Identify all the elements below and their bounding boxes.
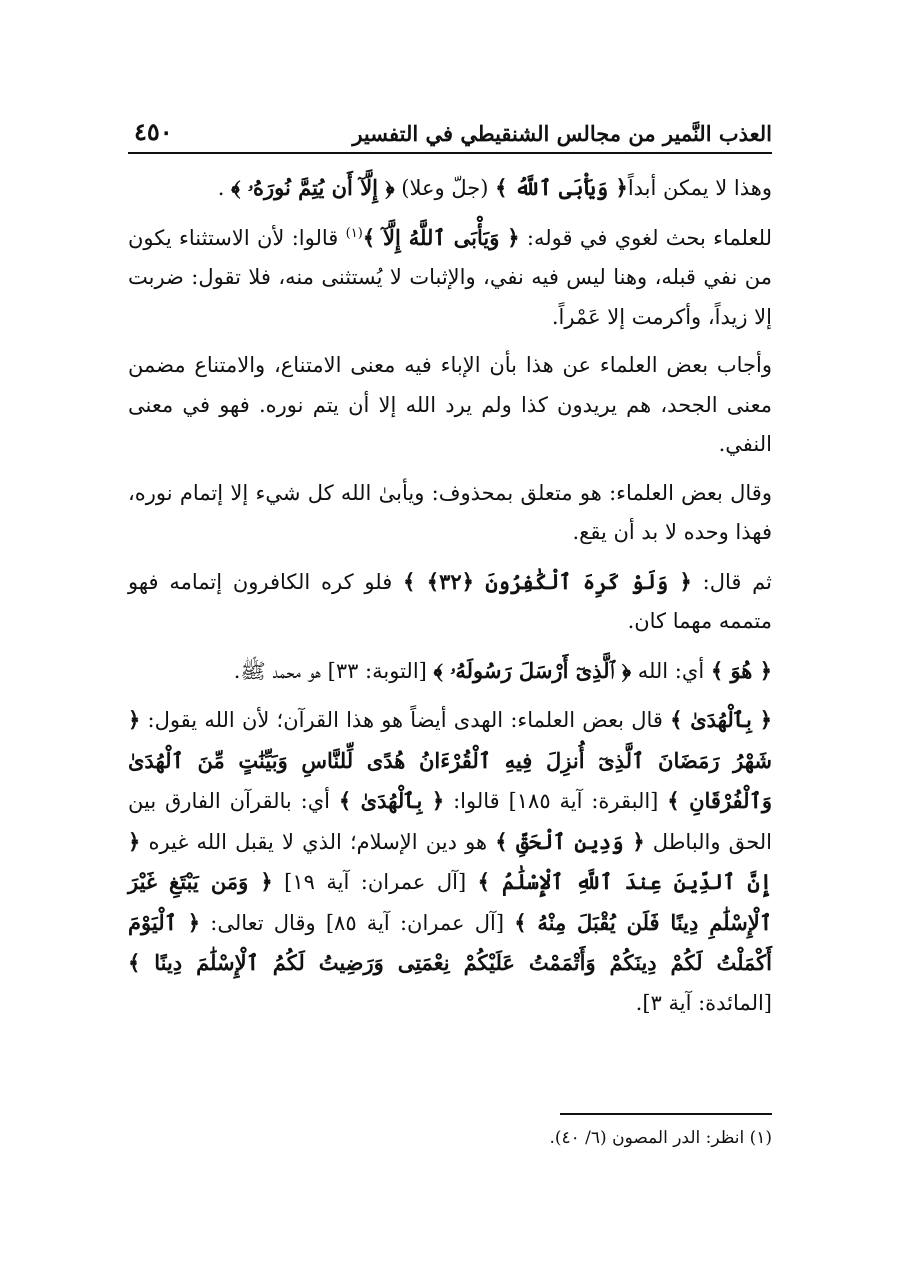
footnote-marker: (١) <box>345 225 363 241</box>
quran-quote: ﴿ ٱلْيَوْمَ أَكْمَلْتُ لَكُمْ دِينَكُمْ وَأَتْمَمْتُ عَلَيْكُمْ نِعْمَتِى وَرَضِيتُ لَكُمُ ٱلْإِسْلَٰمَ دِينًا ﴾ <box>128 909 772 975</box>
quran-quote: ﴿ بِٱلْهُدَىٰ ﴾ <box>338 788 445 813</box>
quran-quote: ﴿ إِلَّآ أَن يُتِمَّ نُورَهُۥ ﴾ <box>231 175 395 200</box>
text: ثم قال: <box>691 569 773 594</box>
paragraph-7 <box>128 700 772 1023</box>
quran-quote: ﴿ وَمَن يَبْتَغِ غَيْرَ ٱلْإِسْلَٰمِ دِينًا فَلَن يُقْبَلَ مِنْهُ ﴾ <box>128 869 772 935</box>
paragraph-4: وقال بعض العلماء: هو متعلق بمحذوف: ويأبىٰ الله كل شيء إلا إتمام نوره، فهذا وحده لا بد أن يقع. <box>128 480 772 544</box>
text: أي: بالقرآن الفارق بين الحق والباطل <box>128 789 772 854</box>
quran-quote: ﴿ وَدِينِ ٱلْحَقِّ ﴾ <box>495 828 645 854</box>
paragraph-3: وأجاب بعض العلماء عن هذا بأن الإباء فيه معنى الامتناع، والامتناع مضمن معنى الجحد، هم يريدون كذا ولم يرد الله إلا أن يتم نوره. فهو في معنى النفي. <box>128 353 772 456</box>
quran-quote: ﴿ وَلَوْ كَرِهَ ٱلْكَٰفِرُونَ ﴿٣٢﴾ ﴾ <box>403 568 692 594</box>
text: للعلماء بحث لغوي في قوله: <box>519 225 772 250</box>
paragraph-5 <box>128 562 772 642</box>
text: أي: الله <box>631 658 711 683</box>
text: وهذا لا يمكن أبداً <box>627 176 772 200</box>
quran-quote: ﴿ شَهْرُ رَمَضَانَ ٱلَّذِىٓ أُنزِلَ فِيهِ ٱلْقُرْءَانُ هُدًى لِّلنَّاسِ وَبَيِّنَٰتٍ مِّنَ ٱلْهُدَىٰ وَٱلْفُرْقَانِ ﴾ <box>128 707 773 813</box>
quran-quote: ﴿ وَيَأْبَى ٱللَّهُ إِلَّآ ﴾ <box>362 224 520 250</box>
text: . <box>217 176 232 200</box>
page-header <box>128 112 772 154</box>
text: قال بعض العلماء: الهدى أيضاً هو هذا القرآن؛ لأن الله يقول: <box>140 708 671 732</box>
quran-quote: ﴿ بِٱلْهُدَىٰ ﴾ <box>670 707 773 732</box>
quran-quote: ﴿ هُوَ ﴾ <box>710 657 772 683</box>
quran-quote: ﴿ وَيَأْبَى ٱللَّهُ ﴾ <box>495 175 628 200</box>
text: فلو كره الكافرون إتمامه فهو متممه مهما كان. <box>128 569 772 633</box>
paragraph-2 <box>128 218 772 338</box>
paragraph-1 <box>128 168 772 209</box>
text: هو دين الإسلام؛ الذي لا يقبل الله غيره <box>140 829 496 854</box>
text: [البقرة: آية ١٨٥] قالوا: <box>444 789 668 813</box>
text: [المائدة: آية ٣]. <box>635 990 772 1015</box>
page-number: ٤٥٠ <box>134 117 173 146</box>
text: [التوبة: ٣٣] هو محمد ﷺ. <box>233 658 434 683</box>
text: [آل عمران: آية ١٩] <box>272 870 478 894</box>
text: (جلّ وعلا) <box>394 176 496 200</box>
quran-quote: ﴿ إِنَّ ٱلدِّينَ عِندَ ٱللَّهِ ٱلْإِسْلَٰمُ ﴾ <box>128 828 773 894</box>
paragraph-6 <box>128 651 772 692</box>
page-body <box>128 168 772 1032</box>
running-title: العذب النَّمير من مجالس الشنقيطي في التفسير <box>352 121 772 146</box>
text: [آل عمران: آية ٨٥] وقال تعالى: <box>200 910 515 935</box>
quran-quote: ﴿ ٱلَّذِىٓ أَرْسَلَ رَسُولَهُۥ ﴾ <box>433 657 632 683</box>
footnote: (١) انظر: الدر المصون (٦/ ٤٠). <box>549 1128 772 1148</box>
text: قالوا: لأن الاستثناء يكون من نفي قبله، وهنا ليس فيه نفي، والإثبات لا يُستثنى منه، فلا تقول: ضربت إلا زيداً، وأكرمت إلا عَمْراً. <box>128 225 772 329</box>
footnote-divider <box>560 1113 772 1115</box>
